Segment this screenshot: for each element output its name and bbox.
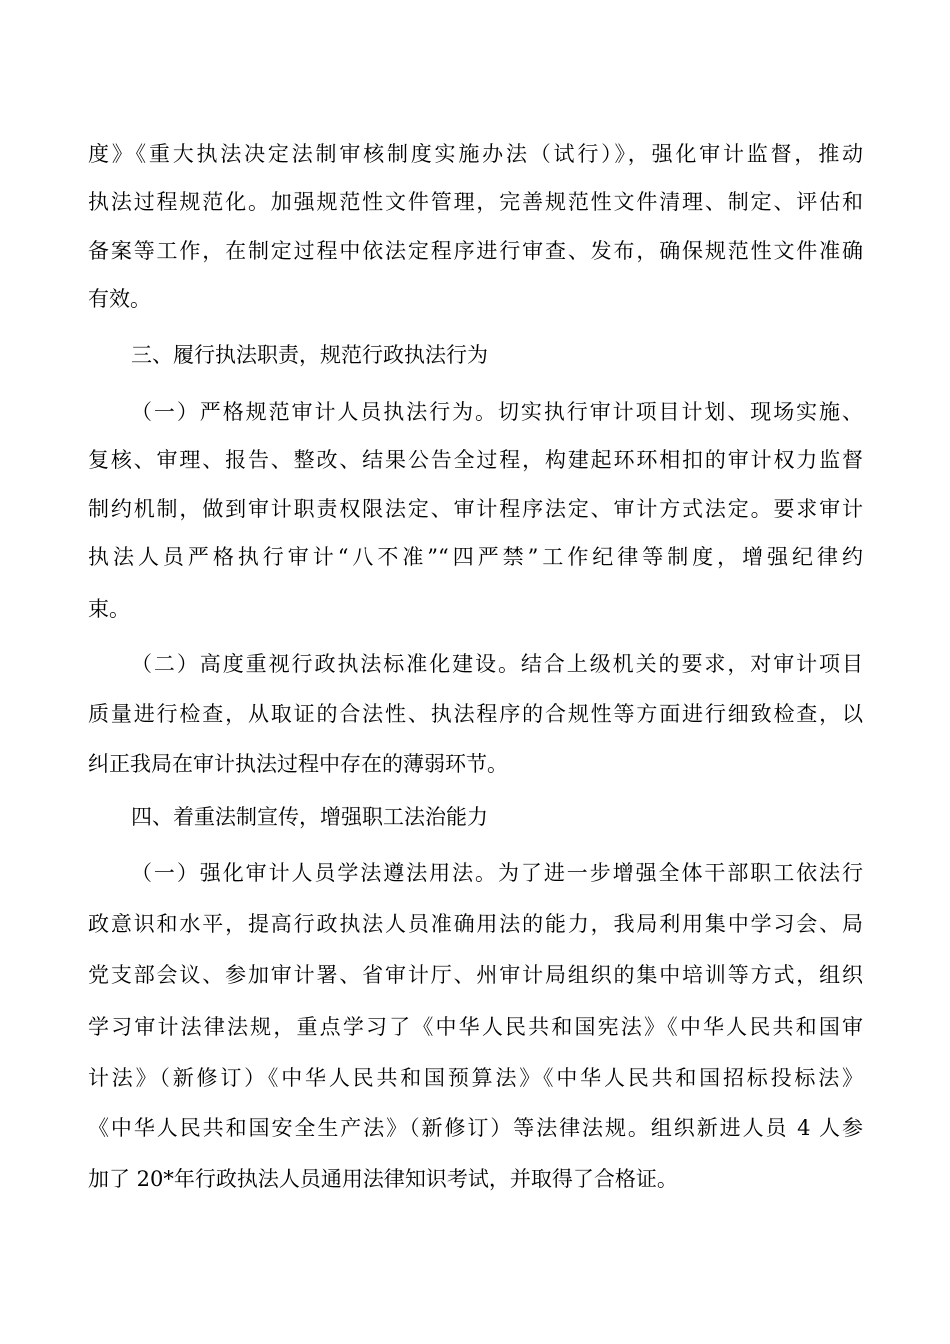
paragraph-line: 计法》（新修订）《中华人民共和国预算法》《中华人民共和国招标投标法》 [88, 1066, 863, 1090]
paragraph-line: 政意识和水平，提高行政执法人员准确用法的能力，我局利用集中学习会、局 [88, 912, 863, 936]
paragraph-line: 备案等工作，在制定过程中依法定程序进行审查、发布，确保规范性文件准确 [88, 239, 863, 263]
paragraph-line: 复核、审理、报告、整改、结果公告全过程，构建起环环相扣的审计权力监督 [88, 448, 863, 472]
paragraph-line: 执法过程规范化。加强规范性文件管理，完善规范性文件清理、制定、评估和 [88, 190, 863, 214]
paragraph-line: 加了 20*年行政执法人员通用法律知识考试，并取得了合格证。 [88, 1167, 678, 1191]
section-heading: 三、履行执法职责，规范行政执法行为 [131, 343, 488, 367]
paragraph-line: 制约机制，做到审计职责权限法定、审计程序法定、审计方式法定。要求审计 [88, 497, 863, 521]
paragraph-line: 执法人员严格执行审计“八不准”“四严禁”工作纪律等制度，增强纪律约 [88, 545, 863, 569]
paragraph-line: （一）严格规范审计人员执法行为。切实执行审计项目计划、现场实施、 [131, 400, 863, 424]
section-heading: 四、着重法制宣传，增强职工法治能力 [131, 805, 488, 829]
paragraph-line: 束。 [88, 597, 130, 621]
paragraph-line: 学习审计法律法规，重点学习了《中华人民共和国宪法》《中华人民共和国审 [88, 1015, 863, 1039]
paragraph-line: 纠正我局在审计执法过程中存在的薄弱环节。 [88, 752, 508, 776]
paragraph-line: 党支部会议、参加审计署、省审计厅、州审计局组织的集中培训等方式，组织 [88, 963, 863, 987]
paragraph-line: （二）高度重视行政执法标准化建设。结合上级机关的要求，对审计项目 [131, 652, 863, 676]
paragraph-line: 《中华人民共和国安全生产法》（新修订）等法律法规。组织新进人员 4 人参 [88, 1116, 863, 1140]
paragraph-line: （一）强化审计人员学法遵法用法。为了进一步增强全体干部职工依法行 [131, 861, 863, 885]
paragraph-line: 有效。 [88, 287, 151, 311]
paragraph-line: 质量进行检查，从取证的合法性、执法程序的合规性等方面进行细致检查，以 [88, 702, 863, 726]
paragraph-line: 度》《重大执法决定法制审核制度实施办法（试行）》，强化审计监督，推动 [88, 142, 863, 166]
